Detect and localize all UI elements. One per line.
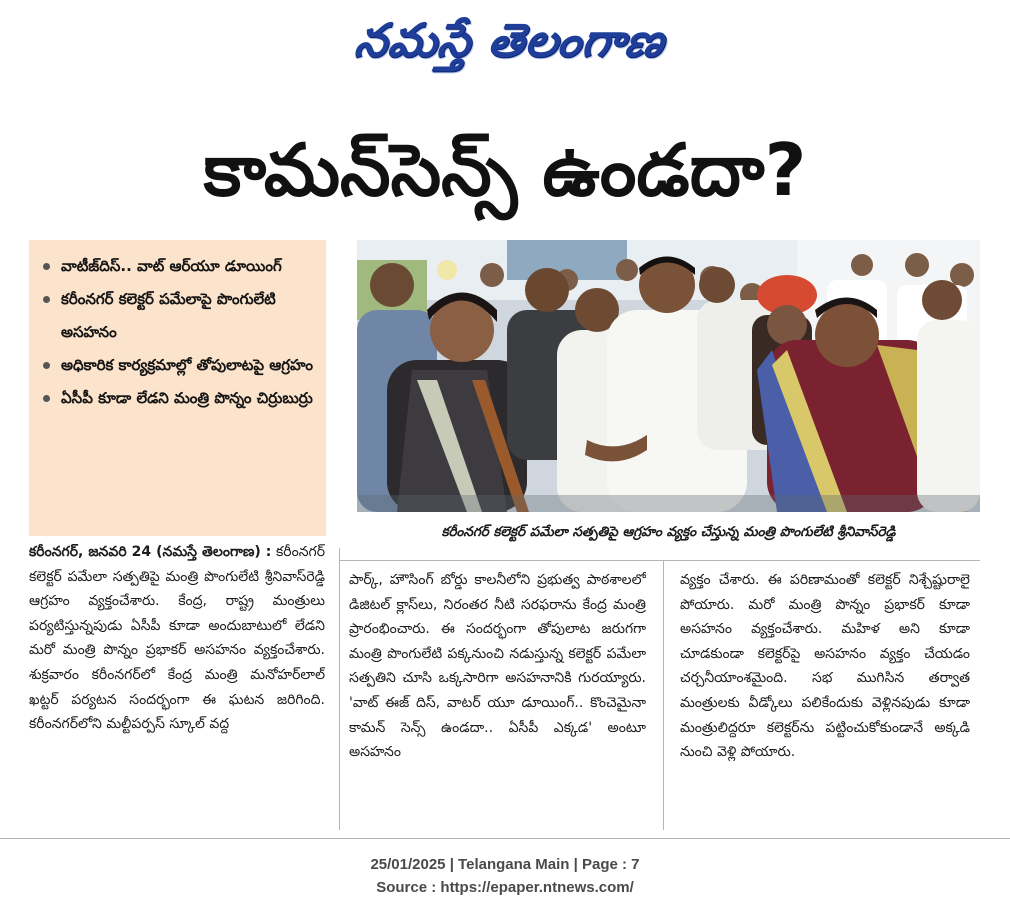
highlights-box — [29, 240, 326, 536]
dateline: కరీంనగర్, జనవరి 24 (నమస్తే తెలంగాణ) : — [29, 544, 272, 560]
body-text: వ్యక్తం చేశారు. ఈ పరిణామంతో కలెక్టర్ నిశ్చేష్టురాలై పోయారు. మరో మంత్రి పొన్నం ప్రభాకర్ కూడా అసహనం వ్యక్తంచేశారు. మహిళ అని కూడా చూడకుండా కలెక్టర్‌పై అసహనం వ్యక్తం చేయడం చర్చనీయాంశమైంది. సభ ముగిసిన తర్వాత మంత్రులకు వీడ్కోలు పలికేందుకు వెళ్లినపుడు కూడా మంత్రులిద్దరూ కలెక్టర్‌ను పట్టించుకోకుండానే అక్కడి నుంచి వెళ్లి పోయారు. — [680, 572, 970, 761]
source-link[interactable]: Source : https://epaper.ntnews.com/ — [376, 879, 634, 896]
highlight-text: వాటీజ్‌దిస్.. వాట్ ఆర్‌యూ డూయింగ్ — [61, 257, 282, 275]
article-column-1 — [29, 540, 325, 828]
news-photo — [357, 240, 980, 512]
masthead-logo: నమస్తే తెలంగాణ — [351, 13, 669, 67]
highlight-item — [43, 349, 316, 382]
article-headline: కామన్‌సెన్స్ ఉండదా? — [203, 128, 807, 212]
highlight-text: ఏసీపీ కూడా లేడని మంత్రి పొన్నం చిర్రుబుర్రు — [61, 389, 313, 407]
highlight-text: కరీంనగర్ కలెక్టర్ పమేలాపై పొంగులేటి అసహనం — [61, 290, 276, 341]
highlight-text: అధికారిక కార్యక్రమాల్లో తోపులాటపై ఆగ్రహం — [61, 356, 313, 374]
footer-divider — [0, 838, 1010, 839]
highlight-item — [43, 382, 316, 415]
section-divider — [340, 560, 980, 561]
news-photo-illustration — [357, 240, 980, 512]
bullet-icon — [43, 395, 50, 402]
highlight-item — [43, 283, 316, 349]
bullet-icon — [43, 362, 50, 369]
bullet-icon — [43, 296, 50, 303]
column-divider — [339, 548, 340, 830]
article-column-3 — [680, 568, 970, 828]
column-divider — [663, 560, 664, 830]
photo-caption: కరీంనగర్ కలెక్టర్ పమేలా సత్పతిపై ఆగ్రహం వ్యక్తం చేస్తున్న మంత్రి పొంగులేటి శ్రీనివాస్‌రెడ్డి — [441, 524, 896, 540]
bullet-icon — [43, 263, 50, 270]
article-column-2 — [349, 568, 646, 828]
body-text: పార్క్, హౌసింగ్ బోర్డు కాలనీలోని ప్రభుత్వ పాఠశాలలో డిజిటల్ క్లాస్‌లు, నిరంతర నీటి సరఫరాను కేంద్ర మంత్రి ప్రారంభించారు. ఈ సందర్భంగా తోపులాట జరుగగా మంత్రి పొంగులేటి పక్కనుంచి నడుస్తున్న కలెక్టర్ పమేలా సత్పతిని చూసి ఒక్కసారిగా అసహనానికి గురయ్యారు. 'వాట్ ఈజ్ దిస్, వాటర్ యూ డూయింగ్.. కొంచెమైనా కామన్ సెన్స్ ఉండదా.. ఏసీపీ ఎక్కడ' అంటూ అసహనం — [349, 572, 646, 761]
highlight-item — [43, 250, 316, 283]
edition-info: 25/01/2025 | Telangana Main | Page : 7 — [370, 856, 640, 873]
body-text: కరీంనగర్ కలెక్టర్ పమేలా సత్పతిపై మంత్రి పొంగులేటి శ్రీనివాస్‌రెడ్డి ఆగ్రహం వ్యక్తంచేశారు. కేంద్ర, రాష్ట్ర మంత్రులు పర్యటిస్తున్నపుడు ఏసీపీ కూడా అందుబాటులో లేడని మరో మంత్రి పొన్నం ప్రభాకర్ అసహనం వ్యక్తంచేశారు. శుక్రవారం కరీంనగర్‌లో కేంద్ర మంత్రి మనోహర్‌లాల్ ఖట్టర్ పర్యటన సందర్భంగా ఈ ఘటన జరిగింది. కరీంనగర్‌లోని మల్టీపర్పస్ స్కూల్ వద్ద — [29, 544, 325, 733]
